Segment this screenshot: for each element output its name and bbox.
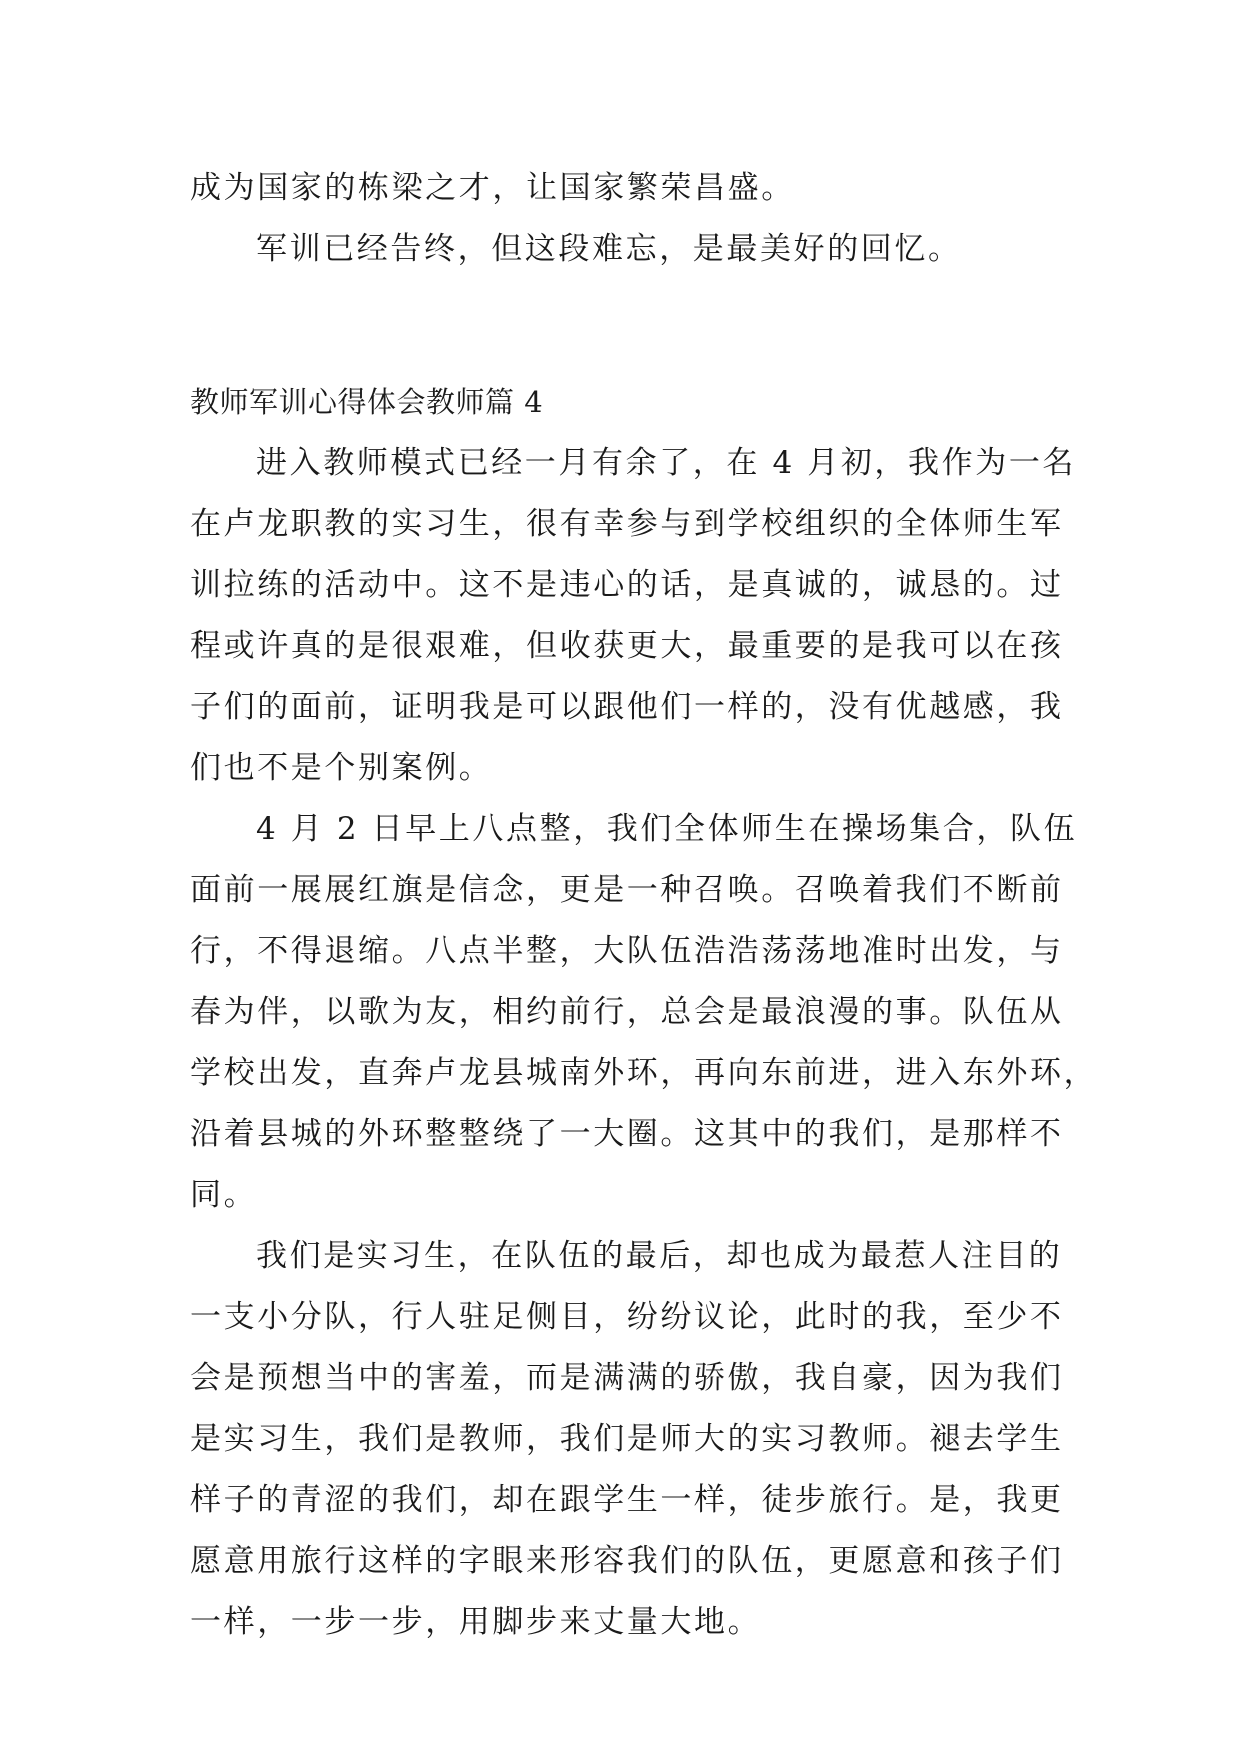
text-line: 是实习生，我们是教师，我们是师大的实习教师。褪去学生 [190, 1421, 1064, 1457]
text-line: 沿着县城的外环整整绕了一大圈。这其中的我们，是那样不 [190, 1116, 1064, 1152]
text-line: 军训已经告终，但这段难忘，是最美好的回忆。 [256, 231, 962, 267]
paragraph-3 [190, 1226, 1064, 1653]
text-line: 同。 [190, 1177, 258, 1213]
text-line: 会是预想当中的害羞，而是满满的骄傲，我自豪，因为我们 [190, 1360, 1064, 1396]
text-line: 成为国家的栋梁之才，让国家繁荣昌盛。 [190, 170, 795, 206]
section-heading: 教师军训心得体会教师篇 4 [190, 385, 544, 419]
text-line: 愿意用旅行这样的字眼来形容我们的队伍，更愿意和孩子们 [190, 1543, 1064, 1579]
section-gap [190, 280, 1060, 372]
paragraph-1 [190, 433, 1077, 799]
text-line: 样子的青涩的我们，却在跟学生一样，徒步旅行。是，我更 [190, 1482, 1064, 1518]
text-line: 行，不得退缩。八点半整，大队伍浩浩荡荡地准时出发，与 [190, 933, 1064, 969]
text-line: 面前一展展红旗是信念，更是一种召唤。召唤着我们不断前 [190, 872, 1064, 908]
text-line: 程或许真的是很艰难，但收获更大，最重要的是我可以在孩 [190, 628, 1064, 664]
text-line: 在卢龙职教的实习生，很有幸参与到学校组织的全体师生军 [190, 506, 1064, 542]
paragraph-2 [190, 799, 1098, 1226]
text-line: 训拉练的活动中。这不是违心的话，是真诚的，诚恳的。过 [190, 567, 1064, 603]
text-line: 一样，一步一步，用脚步来丈量大地。 [190, 1604, 762, 1640]
text-line: 们也不是个别案例。 [190, 750, 493, 786]
text-line: 4 月 2 日早上八点整，我们全体师生在操场集合，队伍 [256, 811, 1078, 847]
document-body [190, 158, 1098, 1653]
text-line: 我们是实习生，在队伍的最后，却也成为最惹人注目的 [256, 1238, 1063, 1274]
text-line: 进入教师模式已经一月有余了，在 4 月初，我作为一名 [256, 445, 1077, 481]
text-line: 学校出发，直奔卢龙县城南外环，再向东前进，进入东外环， [190, 1055, 1098, 1091]
text-line: 一支小分队，行人驻足侧目，纷纷议论，此时的我，至少不 [190, 1299, 1064, 1335]
text-line: 子们的面前，证明我是可以跟他们一样的，没有优越感，我 [190, 689, 1064, 725]
text-line: 春为伴，以歌为友，相约前行，总会是最浪漫的事。队伍从 [190, 994, 1064, 1030]
